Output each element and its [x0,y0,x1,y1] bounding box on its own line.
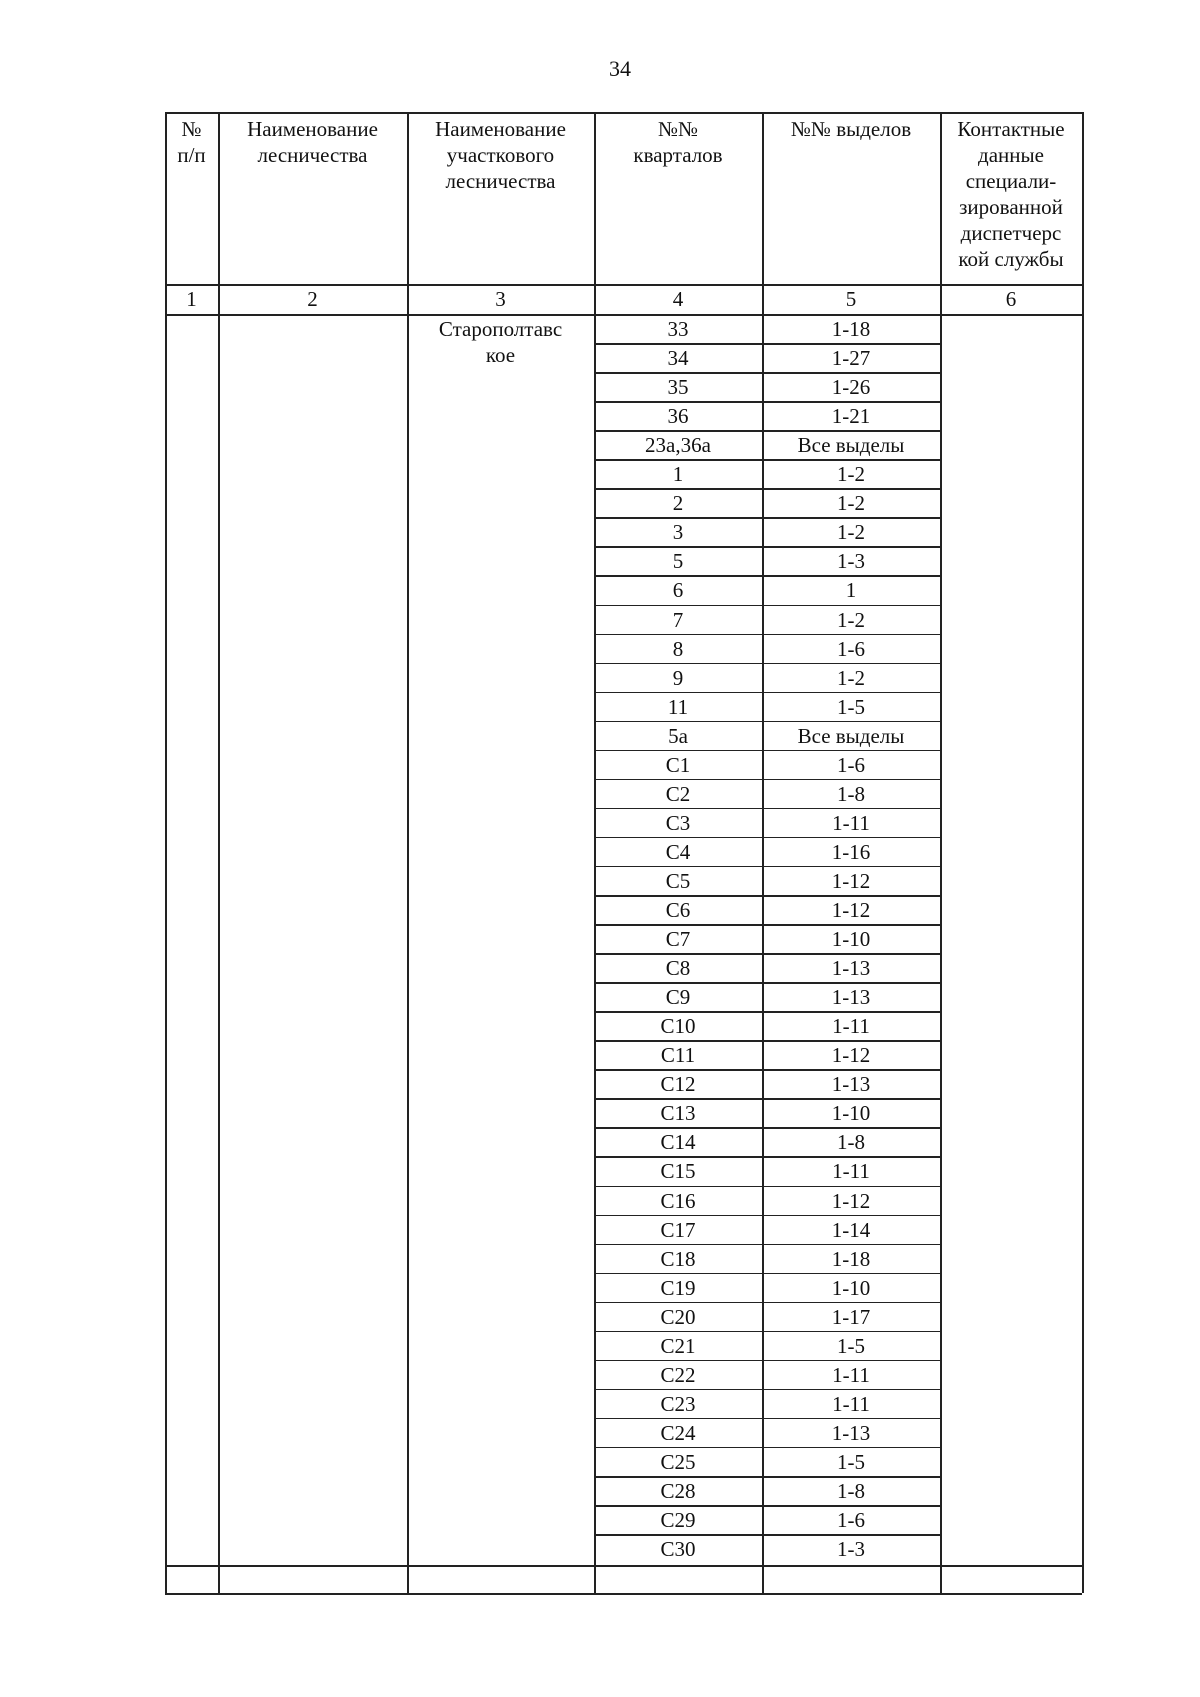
header-line: № [181,117,202,141]
quarter-number: С3 [665,810,691,835]
table-bottom-border [165,1593,1082,1595]
header-c1 [166,116,217,282]
table-top-border [165,112,1082,114]
quarter-number: С7 [665,927,691,952]
quarter-number: С28 [660,1479,696,1503]
column-border [165,112,167,1593]
quarter-number: 34 [667,346,689,371]
allotment-range: 1-12 [831,1188,871,1213]
column-number: 6 [1005,287,1017,311]
district-name-line: Старополтавс [438,317,563,341]
quarter-number: 1 [672,462,684,487]
allotment-range: 1-3 [837,1537,865,1562]
allotment-range: 1-2 [837,520,865,545]
quarter-number: С23 [660,1391,696,1416]
quarter-number: 5 [672,549,684,574]
column-number: 2 [307,287,318,311]
allotment-range: 1-8 [837,1479,865,1503]
body-end-border [165,1565,1082,1567]
quarter-number: 2 [672,491,684,516]
header-line: зированной [959,195,1063,219]
column-number: 4 [672,287,684,311]
allotment-range: 1-11 [832,1159,870,1184]
quarter-number: С16 [660,1188,696,1213]
header-line: диспетчерс [960,221,1062,245]
quarter-number: 3 [672,520,684,545]
allotment-range: 1-6 [837,636,865,661]
allotment-range: 1-2 [837,665,865,690]
column-border [1082,112,1084,1593]
header-c3 [408,116,593,282]
allotment-range: 1-14 [831,1217,871,1242]
allotment-range: 1-12 [831,898,871,922]
header-line: №№ [657,117,699,141]
allotment-range: 1-13 [831,985,871,1010]
allotment-range: 1-11 [832,1362,870,1387]
allotment-range: 1-8 [837,781,865,806]
quarter-number: С22 [660,1362,696,1387]
allotment-range: 1-10 [831,927,871,952]
quarter-number: С12 [660,1072,696,1097]
header-line: специали- [965,169,1057,193]
allotment-range: 1-2 [837,491,865,516]
allotment-range: 1-27 [831,346,871,371]
quarter-number: С17 [660,1217,696,1242]
allotment-range: 1-10 [831,1101,871,1126]
header-line: лесничества [445,169,556,193]
quarter-number: С9 [665,985,691,1010]
header-line: Контактные [957,117,1065,141]
allotment-range: 1-2 [837,607,865,632]
quarter-number: С20 [660,1304,696,1329]
column-number: 3 [495,287,506,311]
allotment-range: 1-5 [837,1333,865,1358]
header-line: лесничества [257,143,368,167]
header-line: п/п [177,143,206,167]
header-line: участкового [446,143,555,167]
quarter-number: 36 [667,404,689,429]
district-name-line: кое [485,343,516,367]
quarter-number: С8 [665,956,691,981]
header-c2 [219,116,406,282]
quarter-number: С13 [660,1101,696,1126]
header-line: №№ выделов [790,117,912,141]
allotment-range: 1-8 [837,1130,865,1155]
quarter-number: С29 [660,1508,696,1533]
quarter-number: С14 [660,1130,696,1155]
header-c4 [595,116,761,282]
quarter-number: 9 [672,665,684,690]
quarter-number: С15 [660,1159,696,1184]
quarter-number: С10 [660,1014,696,1039]
allotment-range: 1-17 [831,1304,871,1329]
quarter-number: С21 [660,1333,696,1358]
allotment-range: 1 [845,578,857,603]
quarter-number: 11 [667,694,689,719]
quarter-number: 35 [667,375,689,400]
quarter-number: С1 [665,752,691,777]
quarter-number: С19 [660,1275,696,1300]
header-c5 [763,116,939,282]
quarter-number: С5 [665,868,691,893]
quarter-number: С4 [665,839,691,864]
quarter-number: С24 [660,1420,696,1445]
district-name [408,316,593,376]
allotment-range: 1-10 [831,1275,871,1300]
quarter-number: 5а [668,723,688,748]
column-border [218,112,220,1593]
allotment-range: 1-13 [831,1072,871,1097]
allotment-range: 1-18 [831,1246,871,1271]
allotment-range: 1-12 [831,868,871,893]
header-line: Наименование [435,117,566,141]
allotment-range: Все выделы [797,723,905,748]
quarter-number: С18 [660,1246,696,1271]
quarter-number: 6 [672,578,684,603]
quarter-number: С6 [665,898,691,922]
allotment-range: 1-12 [831,1043,871,1068]
quarter-number: С25 [660,1449,696,1474]
allotment-range: 1-26 [831,375,871,400]
quarter-number: С30 [660,1537,696,1562]
allotment-range: 1-11 [832,1391,870,1416]
allotment-range: 1-18 [831,317,871,341]
allotment-range: 1-6 [837,1508,865,1533]
header-line: кварталов [633,143,723,167]
header-line: данные [978,143,1044,167]
allotment-range: 1-6 [837,752,865,777]
quarter-number: 23а,36а [645,433,711,458]
quarter-number: 33 [667,317,689,341]
allotment-range: 1-5 [837,1449,865,1474]
column-number: 5 [845,287,857,311]
column-number: 1 [186,287,197,311]
header-c6 [941,116,1081,282]
header-line: Наименование [247,117,378,141]
allotment-range: 1-2 [837,462,865,487]
page-number: 34 [609,56,631,81]
header-line: кой службы [958,247,1064,271]
quarter-number: 8 [672,636,684,661]
allotment-range: 1-13 [831,1420,871,1445]
quarter-number: С11 [660,1043,696,1068]
allotment-range: 1-5 [837,694,865,719]
allotment-range: Все выделы [797,433,905,458]
allotment-range: 1-16 [831,839,871,864]
quarter-number: С2 [665,781,691,806]
allotment-range: 1-3 [837,549,865,574]
quarter-number: 7 [672,607,684,632]
allotment-range: 1-13 [831,956,871,981]
allotment-range: 1-11 [832,1014,870,1039]
allotment-range: 1-21 [831,404,871,429]
allotment-range: 1-11 [832,810,870,835]
column-border [940,112,942,1593]
